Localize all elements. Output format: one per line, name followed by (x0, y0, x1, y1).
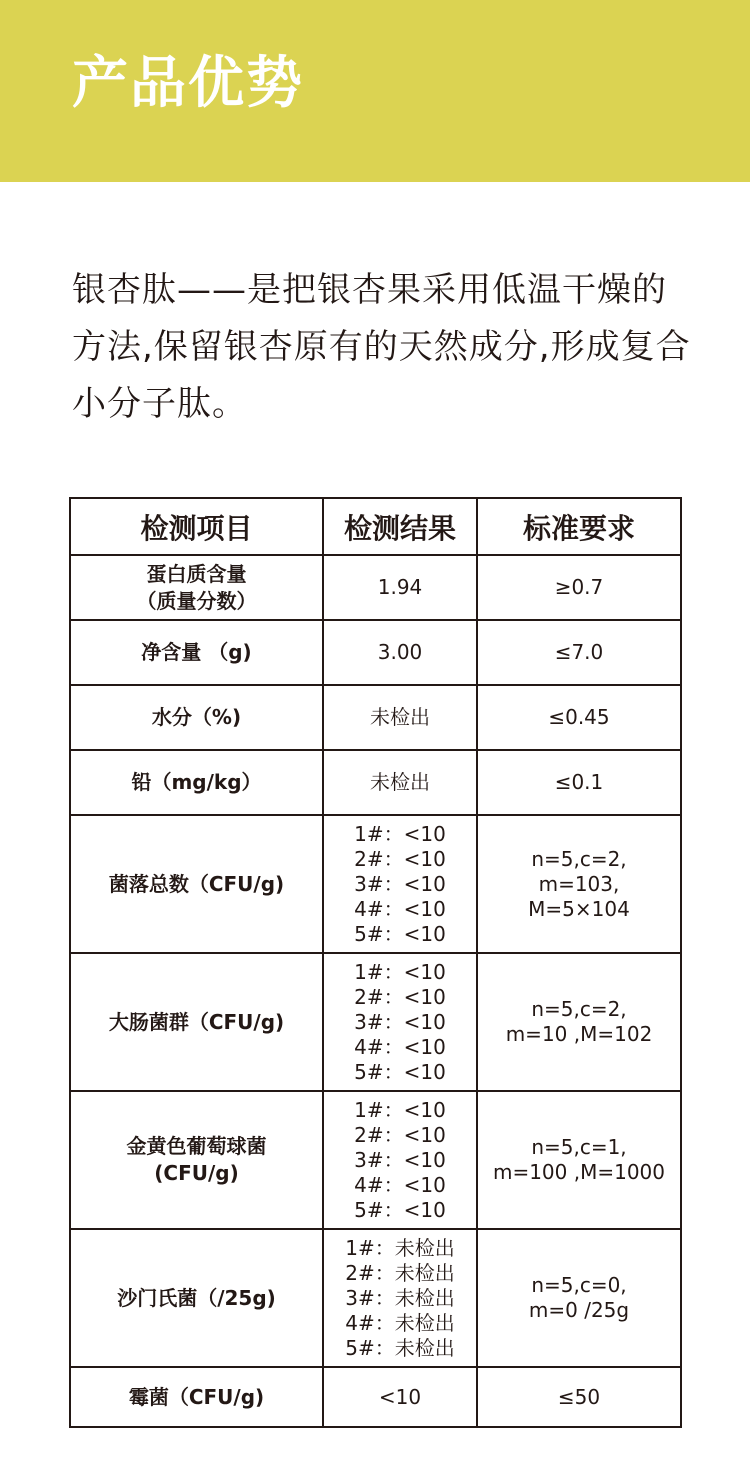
standard-cell-content (529, 1273, 629, 1323)
test-item-cell (70, 1091, 323, 1229)
header-test-item: 检测项目 (70, 498, 323, 555)
test-result-cell-content (354, 1098, 446, 1223)
test-result-cell-line: 4#：<10 (354, 896, 446, 921)
test-item-cell (70, 750, 323, 815)
test-result-cell-line: 1#：<10 (354, 959, 446, 984)
standard-cell-line: m=103, (538, 871, 620, 896)
standard-cell-content (506, 997, 653, 1047)
test-item-cell (70, 815, 323, 953)
test-item-cell (70, 1229, 323, 1367)
standard-cell-line: n=5,c=1, (531, 1135, 627, 1159)
standard-cell-content (493, 1135, 665, 1185)
test-result-cell-line: 3#：<10 (354, 1009, 446, 1034)
header-test-result: 检测结果 (323, 498, 477, 555)
table-body (70, 555, 681, 1427)
test-item-cell-line: 蛋白质含量 (146, 561, 247, 586)
standard-cell (477, 555, 681, 620)
test-result-cell-line: 4#：<10 (354, 1172, 446, 1197)
test-result-cell (323, 1091, 477, 1229)
test-item-cell-content (129, 1384, 264, 1411)
test-item-cell-content (152, 704, 241, 731)
test-result-cell-line: 5#：<10 (354, 1059, 446, 1084)
table-row (70, 815, 681, 953)
intro-paragraph: 银杏肽——是把银杏果采用低温干燥的方法,保留银杏原有的天然成分,形成复合小分子肽。 (72, 270, 691, 424)
page-title: 产品优势 (72, 51, 304, 116)
table-row (70, 555, 681, 620)
test-result-cell-line: 1#：<10 (354, 821, 446, 846)
standard-cell-content (555, 770, 604, 795)
standard-cell-line: ≤0.45 (548, 705, 610, 729)
standard-cell-line: n=5,c=0, (531, 1273, 627, 1297)
test-item-cell (70, 620, 323, 685)
test-result-cell (323, 1367, 477, 1427)
test-item-cell-line: 沙门氏菌（/25g) (117, 1285, 276, 1310)
standard-cell-content (548, 705, 609, 730)
standard-cell-line: n=5,c=2, (531, 846, 627, 871)
table-row (70, 953, 681, 1091)
test-result-cell (323, 1229, 477, 1367)
test-item-cell (70, 1367, 323, 1427)
test-item-cell-line: 大肠菌群（CFU/g) (108, 1009, 285, 1034)
test-result-cell-line: 4#：<10 (354, 1034, 446, 1059)
test-item-cell (70, 555, 323, 620)
standard-cell-line: n=5,c=2, (531, 997, 627, 1021)
table-row (70, 1229, 681, 1367)
standard-cell-line: m=10 ,M=102 (505, 1022, 653, 1046)
test-item-cell-content (131, 769, 261, 796)
table-row (70, 750, 681, 815)
test-item-cell-line: 菌落总数（CFU/g) (108, 871, 285, 896)
test-item-cell (70, 953, 323, 1091)
standard-cell-content (528, 847, 630, 922)
standard-cell-line: ≤0.1 (554, 770, 604, 794)
test-result-cell-line: <10 (378, 1384, 422, 1409)
standard-cell (477, 750, 681, 815)
test-result-cell-line: 1#：未检出 (345, 1235, 455, 1260)
test-result-cell (323, 620, 477, 685)
test-result-cell-line: 3#：未检出 (345, 1285, 455, 1310)
test-result-cell-content (345, 1236, 454, 1361)
test-result-cell-content (354, 960, 446, 1085)
test-result-cell-line: 2#：<10 (354, 984, 446, 1009)
test-item-cell (70, 685, 323, 750)
test-result-cell-line: 1#：<10 (354, 1097, 446, 1122)
test-result-cell-line: 5#：<10 (354, 1197, 446, 1222)
test-result-cell-content (379, 1385, 421, 1410)
table-row (70, 1367, 681, 1427)
standard-cell (477, 1229, 681, 1367)
standard-cell-content (555, 640, 604, 665)
standard-cell-line: M=5×104 (528, 896, 630, 921)
test-result-cell-line: 2#：未检出 (345, 1260, 455, 1285)
test-result-cell-line: 2#：<10 (354, 846, 446, 871)
test-result-cell-line: 4#：未检出 (345, 1310, 455, 1335)
test-item-cell-content (127, 1133, 267, 1187)
test-result-cell-content (354, 822, 446, 947)
test-result-cell (323, 685, 477, 750)
table-row (70, 685, 681, 750)
test-item-cell-content (117, 1285, 276, 1312)
test-item-cell-line: (CFU/g) (154, 1161, 239, 1185)
test-item-cell-content (109, 1009, 284, 1036)
test-result-cell-line: 5#：未检出 (345, 1335, 455, 1360)
test-result-cell-content (378, 640, 423, 665)
standard-cell (477, 620, 681, 685)
test-result-cell (323, 750, 477, 815)
test-result-cell-line: 2#：<10 (354, 1122, 446, 1147)
standard-cell-line: ≤50 (557, 1384, 601, 1409)
standard-cell-line: m=0 /25g (528, 1298, 630, 1322)
test-item-cell-line: 霉菌（CFU/g) (128, 1384, 265, 1409)
standard-cell-line: ≥0.7 (554, 575, 604, 599)
test-item-cell-line: 金黄色葡萄球菌 (126, 1134, 267, 1158)
test-results-table (69, 497, 682, 1428)
test-result-cell-content (370, 770, 430, 795)
test-item-cell-line: 铅（mg/kg） (131, 770, 262, 794)
test-result-cell-line: 3.00 (377, 640, 423, 664)
test-result-cell-line: 5#：<10 (354, 921, 446, 946)
test-result-cell-line: 未检出 (370, 770, 430, 794)
standard-cell (477, 1367, 681, 1427)
standard-cell (477, 815, 681, 953)
header-standard: 标准要求 (477, 498, 681, 555)
standard-cell-line: m=100 ,M=1000 (492, 1160, 666, 1184)
standard-cell-content (558, 1385, 600, 1410)
standard-cell (477, 1091, 681, 1229)
test-item-cell-line: 水分（%) (151, 705, 242, 729)
test-item-cell-content (137, 561, 257, 615)
table-row (70, 1091, 681, 1229)
standard-cell-line: ≤7.0 (554, 640, 604, 664)
test-result-cell (323, 815, 477, 953)
table-row (70, 620, 681, 685)
test-item-cell-line: （质量分数） (136, 588, 257, 613)
header-banner (0, 0, 750, 182)
test-result-cell-line: 1.94 (377, 575, 423, 599)
test-result-cell-content (378, 575, 423, 600)
test-result-cell (323, 555, 477, 620)
test-item-cell-content (141, 639, 251, 666)
test-result-cell-content (370, 705, 430, 730)
standard-cell (477, 953, 681, 1091)
standard-cell-content (555, 575, 604, 600)
standard-cell (477, 685, 681, 750)
test-item-cell-content (109, 871, 284, 898)
test-result-cell-line: 未检出 (370, 705, 430, 729)
test-item-cell-line: 净含量 （g) (141, 640, 252, 664)
table-header-row (70, 498, 681, 555)
test-result-cell (323, 953, 477, 1091)
test-result-cell-line: 3#：<10 (354, 1147, 446, 1172)
test-result-cell-line: 3#：<10 (354, 871, 446, 896)
